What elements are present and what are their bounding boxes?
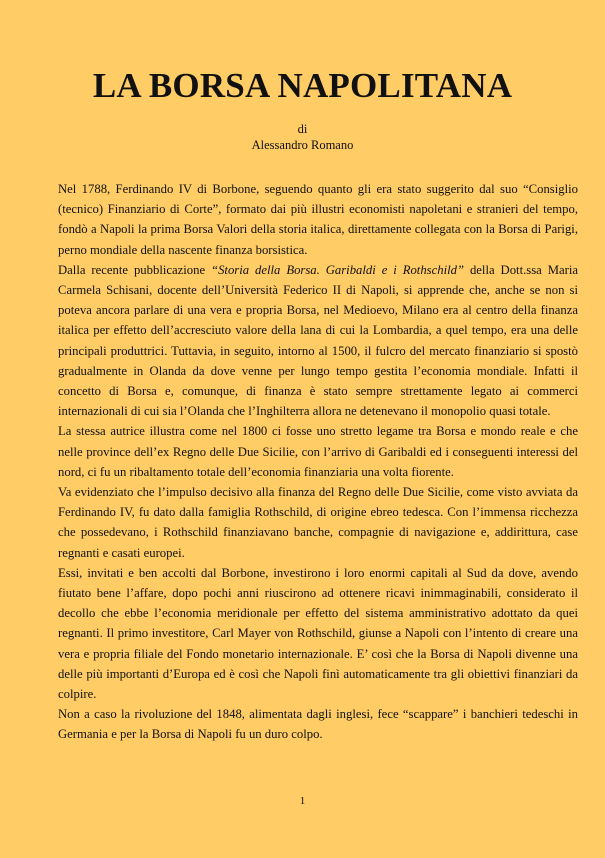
document-title: LA BORSA NAPOLITANA	[92, 66, 513, 105]
paragraph-2	[58, 260, 578, 422]
paragraph-4: Va evidenziato che l’impulso decisivo alla finanza del Regno delle Due Sicilie, come visto avviata da Ferdinando IV, fu dato dalla famiglia Rothschild, di origine ebreo tedesca. Con l’immensa ricchezza che possedevano, i Rothschild finanziavano banche, compagnie di navigazione e, addirittura, case regnanti e casati europei.	[58, 485, 578, 560]
byline-di: di	[297, 122, 308, 136]
paragraph-6: Non a caso la rivoluzione del 1848, alimentata dagli inglesi, fece “scappare” i banchieri tedeschi in Germania e per la Borsa di Napoli fu un duro colpo.	[58, 707, 578, 742]
paragraph-1: Nel 1788, Ferdinando IV di Borbone, seguendo quanto gli era stato suggerito dal suo “Consiglio (tecnico) Finanziario di Corte”, formato dai più illustri economisti napoletani e stranieri del tempo, fondò a Napoli la prima Borsa Valori della storia italica, direttamente collegata con la Borsa di Parigi, perno mondiale della nascente finanza borsistica.	[58, 182, 578, 257]
paragraph-2-text: della Dott.ssa Maria Carmela Schisani, docente dell’Università Federico II di Napoli, si apprende che, anche se non si poteva ancora parlare di una vera e propria Borsa, nel Medioevo, Milano era al centro della finanza italica per effetto dell’accresciuto valore della lana di cui la Lombardia, a quel tempo, era una delle principali produttrici. Tuttavia, in seguito, intorno al 1500, il fulcro del mercato finanziario si spostò gradualmente in Olanda da dove venne per lungo tempo gestita l’economia mondiale. Infatti il concetto di Borsa e, comunque, di finanza è stato sempre strettamente legato ai commerci internazionali di cui sia l’Olanda che l’Inghilterra allora ne detenevano il monopolio quasi totale.	[58, 262, 578, 419]
paragraph-2-intro: Dalla recente pubblicazione	[58, 262, 212, 277]
paragraph-5: Essi, invitati e ben accolti dal Borbone, investirono i loro enormi capitali al Sud da dove, avendo fiutato bene l’affare, dopo pochi anni riuscirono ad ottenere ricavi inimmaginabili, considerato il decollo che ebbe l’economia meridionale per effetto del sistema amministrativo adottato da quei regnanti. Il primo investitore, Carl Mayer von Rothschild, giunse a Napoli con l’intento di creare una vera e propria filiale del Fondo monetario internazionale. E’ così che la Borsa di Napoli divenne una delle più importanti d’Europa ed è così che Napoli finì automaticamente tra gli obiettivi finanziari da colpire.	[58, 565, 578, 702]
page-number: 1	[299, 795, 306, 807]
paragraph-3: La stessa autrice illustra come nel 1800 ci fosse uno stretto legame tra Borsa e mondo reale e che nelle province dell’ex Regno delle Due Sicilie, con l’arrivo di Garibaldi ed i conseguenti interessi del nord, ci fu un ribaltamento totale dell’economia finanziaria una volta fiorente.	[58, 424, 578, 479]
article-body	[58, 179, 578, 745]
book-title: “Storia della Borsa. Garibaldi e i Rothschild”	[211, 262, 465, 277]
author-name: Alessandro Romano	[251, 138, 354, 152]
